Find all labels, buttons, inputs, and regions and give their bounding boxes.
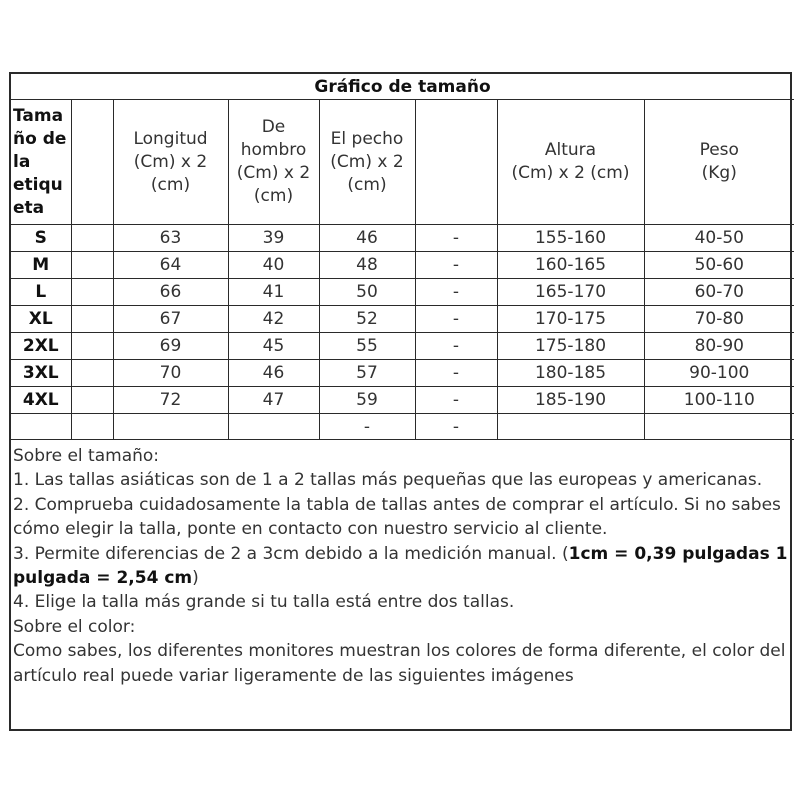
size-table: [11, 74, 794, 440]
table-cell: 185-190: [497, 387, 644, 414]
table-cell: [228, 414, 319, 440]
column-header-line: eta: [13, 197, 45, 218]
size-label: M: [11, 252, 71, 279]
table-cell: 39: [228, 225, 319, 252]
table-cell: -: [415, 225, 497, 252]
table-cell: -: [415, 279, 497, 306]
table-cell: -: [415, 252, 497, 279]
table-cell: 63: [113, 225, 228, 252]
column-header: [71, 100, 113, 225]
table-cell: [71, 225, 113, 252]
table-cell: 165-170: [497, 279, 644, 306]
table-cell: 47: [228, 387, 319, 414]
table-cell: 42: [228, 306, 319, 333]
table-row: [11, 252, 794, 279]
table-cell: 170-175: [497, 306, 644, 333]
table-cell: 52: [319, 306, 415, 333]
table-row: [11, 225, 794, 252]
table-cell: 50-60: [644, 252, 794, 279]
note-3-end: ): [192, 568, 199, 589]
column-header: [228, 100, 319, 225]
notes-section: [11, 440, 790, 688]
table-cell: 41: [228, 279, 319, 306]
note-3-text: 3. Permite diferencias de 2 a 3cm debido a la medición manual. (: [13, 543, 569, 564]
column-header-line: (Cm) x 2: [133, 151, 208, 172]
table-cell: 155-160: [497, 225, 644, 252]
table-cell: -: [415, 387, 497, 414]
table-cell: 45: [228, 333, 319, 360]
table-cell: 46: [319, 225, 415, 252]
column-header-line: Tama: [13, 105, 64, 126]
table-cell: [71, 414, 113, 440]
table-cell: -: [415, 306, 497, 333]
note-4: 4. Elige la talla más grande si tu talla está entre dos tallas.: [13, 592, 515, 613]
table-cell: -: [415, 360, 497, 387]
column-header: [319, 100, 415, 225]
column-header-line: ño de: [13, 128, 67, 149]
size-chart: [9, 72, 792, 731]
column-header-line: Longitud: [133, 128, 208, 149]
column-header: [415, 100, 497, 225]
table-row: [11, 279, 794, 306]
column-header-line: (Cm) x 2: [236, 163, 311, 183]
table-cell: 40-50: [644, 225, 794, 252]
table-cell: [71, 252, 113, 279]
column-header-line: Altura: [544, 140, 597, 160]
column-header-line: (Cm) x 2: [330, 151, 404, 172]
table-cell: 69: [113, 333, 228, 360]
note-2: 2. Comprueba cuidadosamente la tabla de tallas antes de comprar el artículo. Si no sabes cómo elegir la talla, ponte en contacto con nuestro servicio al cliente.: [13, 494, 781, 540]
table-cell: 175-180: [497, 333, 644, 360]
color-text: Como sabes, los diferentes monitores muestran los colores de forma diferente, el color del artículo real puede variar ligeramente de las siguientes imágenes: [13, 641, 786, 686]
column-header-line: (Cm) x 2 (cm): [511, 163, 630, 183]
table-row: [11, 333, 794, 360]
table-cell: -: [415, 414, 497, 440]
table-cell: [71, 387, 113, 414]
table-cell: 60-70: [644, 279, 794, 306]
table-cell: 70-80: [644, 306, 794, 333]
table-cell: 100-110: [644, 387, 794, 414]
table-cell: 48: [319, 252, 415, 279]
table-cell: 40: [228, 252, 319, 279]
column-header-line: De: [261, 117, 286, 137]
column-header-line: (cm): [150, 174, 191, 195]
table-cell: -: [319, 414, 415, 440]
table-title: Gráfico de tamaño: [11, 74, 794, 100]
column-header-line: hombro: [240, 140, 307, 160]
table-cell: [113, 414, 228, 440]
column-header: [644, 100, 794, 225]
column-header: [11, 100, 71, 225]
column-header-line: Peso: [699, 140, 739, 160]
size-label: 4XL: [11, 387, 71, 414]
table-cell: 59: [319, 387, 415, 414]
table-cell: -: [415, 333, 497, 360]
table-cell: [71, 360, 113, 387]
table-cell: 67: [113, 306, 228, 333]
table-cell: 80-90: [644, 333, 794, 360]
color-heading: Sobre el color:: [13, 616, 136, 637]
size-heading: Sobre el tamaño:: [13, 446, 160, 466]
table-cell: [71, 333, 113, 360]
table-cell: 160-165: [497, 252, 644, 279]
table-cell: [71, 279, 113, 306]
table-cell: 57: [319, 360, 415, 387]
table-row: [11, 387, 794, 414]
size-label: L: [11, 279, 71, 306]
table-row: [11, 360, 794, 387]
empty-row: [11, 414, 794, 440]
column-header: [113, 100, 228, 225]
column-header-line: (cm): [347, 174, 387, 195]
table-cell: 70: [113, 360, 228, 387]
size-label: S: [11, 225, 71, 252]
note-1: 1. Las tallas asiáticas son de 1 a 2 tallas más pequeñas que las europeas y americanas.: [13, 470, 763, 491]
table-cell: [11, 414, 71, 440]
column-header-line: etiqu: [13, 174, 63, 195]
note-3-conversion: 1cm = 0,39 pulgadas 1 pulgada = 2,54 cm: [13, 543, 788, 589]
table-cell: [71, 306, 113, 333]
table-cell: [497, 414, 644, 440]
note-3: [13, 542, 788, 591]
table-row: [11, 306, 794, 333]
table-cell: 50: [319, 279, 415, 306]
header-row: [11, 100, 794, 225]
table-cell: 90-100: [644, 360, 794, 387]
table-cell: 72: [113, 387, 228, 414]
column-header-line: El pecho: [330, 128, 404, 149]
table-cell: 64: [113, 252, 228, 279]
column-header-line: (cm): [253, 186, 294, 206]
column-header-line: la: [13, 151, 31, 172]
table-cell: 46: [228, 360, 319, 387]
table-cell: [644, 414, 794, 440]
size-label: 2XL: [11, 333, 71, 360]
table-cell: 66: [113, 279, 228, 306]
column-header: [497, 100, 644, 225]
column-header-line: (Kg): [701, 163, 737, 183]
size-label: 3XL: [11, 360, 71, 387]
table-cell: 55: [319, 333, 415, 360]
size-label: XL: [11, 306, 71, 333]
table-cell: 180-185: [497, 360, 644, 387]
